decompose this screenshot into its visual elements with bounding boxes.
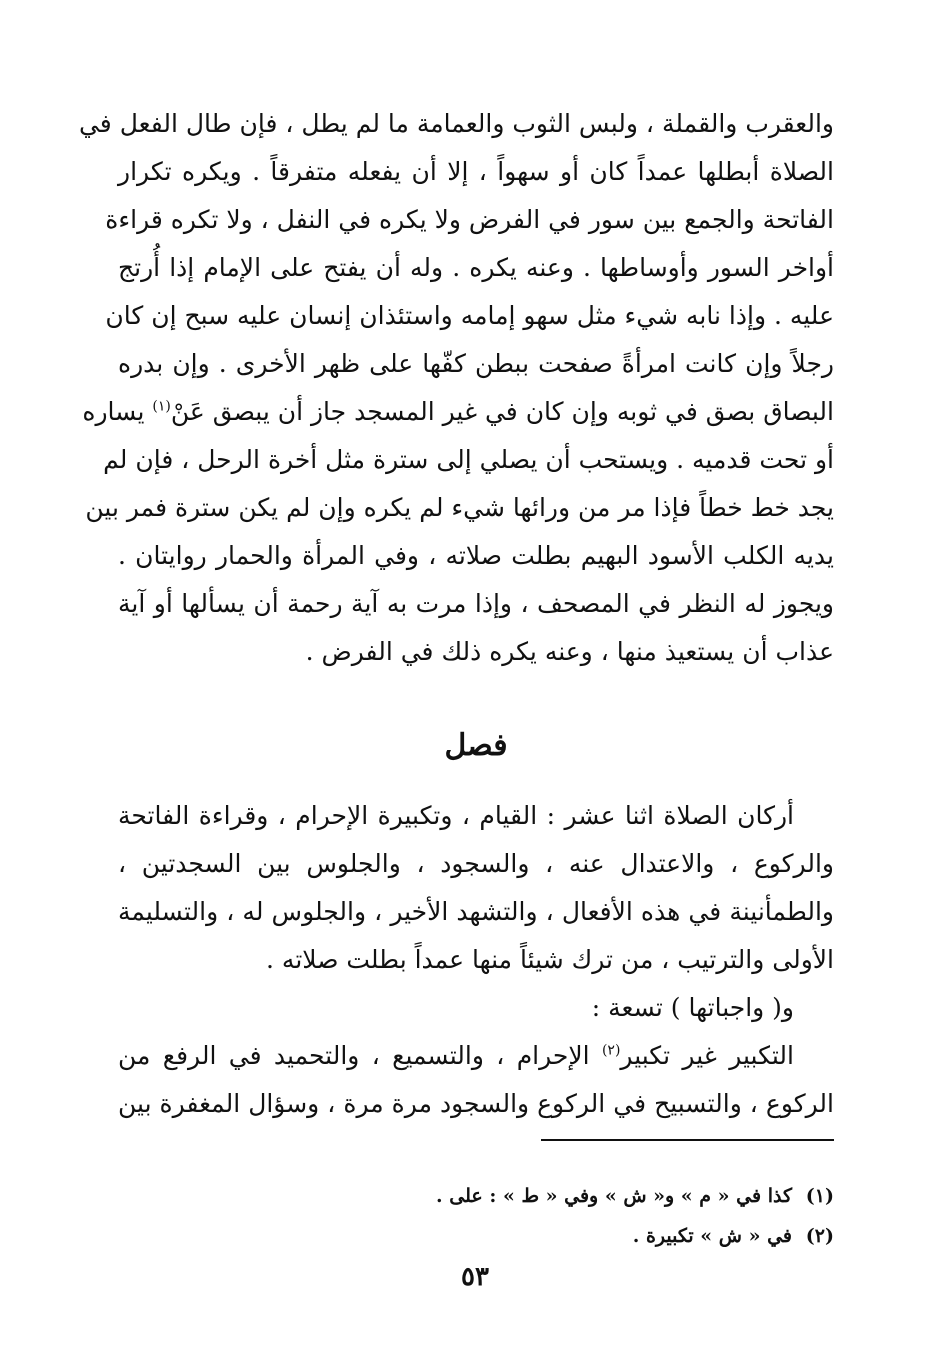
footnote-marker: (١) <box>152 398 171 415</box>
footnote <box>436 1176 834 1216</box>
text-segment: يساره <box>82 397 153 426</box>
footnote-text: كذا في « م » و« ش » وفي « ط » : على . <box>436 1185 792 1207</box>
text-line: والعقرب والقملة ، ولبس الثوب والعمامة ما لم يطل ، فإن طال الفعل في <box>78 109 834 138</box>
text-line: يجد خط خطاً فإذا مر من ورائها شيء لم يكره وإن لم يكن سترة فمر بين <box>85 493 834 522</box>
text-line: أركان الصلاة اثنا عشر : القيام ، وتكبيرة الإحرام ، وقراءة الفاتحة <box>118 801 794 830</box>
text-line: يديه الكلب الأسود البهيم بطلت صلاته ، وفي المرأة والحمار روايتان . <box>118 541 834 570</box>
text-segment: الإحرام ، والتسميع ، والتحميد في الرفع من <box>118 1041 602 1070</box>
text-line: الركوع ، والتسبيح في الركوع والسجود مرة مرة ، وسؤال المغفرة بين <box>118 1089 834 1118</box>
text-line: أواخر السور وأوساطها . وعنه يكره . وله أن يفتح على الإمام إذا أُرتج <box>118 253 834 282</box>
text-segment: التكبير غير تكبير <box>620 1041 794 1070</box>
text-line-with-footnote <box>118 1032 834 1080</box>
text-line: الصلاة أبطلها عمداً كان أو سهواً ، إلا أن يفعله متفرقاً . ويكره تكرار <box>118 157 834 186</box>
text-line: ويجوز له النظر في المصحف ، وإذا مرت به آية رحمة أن يسألها أو آية <box>118 589 834 618</box>
footnote-separator <box>541 1139 834 1141</box>
text-segment: البصاق بصق في ثوبه وإن كان في غير المسجد جاز أن يبصق عَنْ <box>170 397 834 426</box>
footnote-number: (٢) <box>805 1225 834 1247</box>
text-line: والطمأنينة في هذه الأفعال ، والتشهد الأخير ، والجلوس له ، والتسليمة <box>118 897 834 926</box>
text-line: والركوع ، والاعتدال عنه ، والسجود ، والجلوس بين السجدتين ، <box>118 849 834 878</box>
text-line: أو تحت قدميه . ويستحب أن يصلي إلى سترة مثل أخرة الرحل ، فإن لم <box>103 445 834 474</box>
footnote <box>436 1216 834 1256</box>
text-line: و( واجباتها ) تسعة : <box>591 993 794 1022</box>
text-line: عذاب أن يستعيذ منها ، وعنه يكره ذلك في الفرض . <box>305 637 834 666</box>
text-line-with-footnote <box>82 388 834 436</box>
section-title: فصل <box>444 728 508 763</box>
footnotes <box>436 1176 834 1256</box>
text-line: الفاتحة والجمع بين سور في الفرض ولا يكره في النفل ، ولا تكره قراءة <box>105 205 834 234</box>
footnote-marker: (٢) <box>601 1042 621 1059</box>
page-body <box>78 100 834 1128</box>
page-number: ٥٣ <box>461 1262 489 1292</box>
text-line: رجلاً وإن كانت امرأةً صفحت ببطن كفّها على ظهر الأخرى . وإن بدره <box>118 349 834 378</box>
text-line: الأولى والترتيب ، من ترك شيئاً منها عمداً بطلت صلاته . <box>266 945 834 974</box>
footnote-text: في « ش » تكبيرة . <box>632 1225 792 1247</box>
footnote-number: (١) <box>805 1185 834 1207</box>
text-line: عليه . وإذا نابه شيء مثل سهو إمامه واستئذان إنسان عليه سبح إن كان <box>105 301 834 330</box>
